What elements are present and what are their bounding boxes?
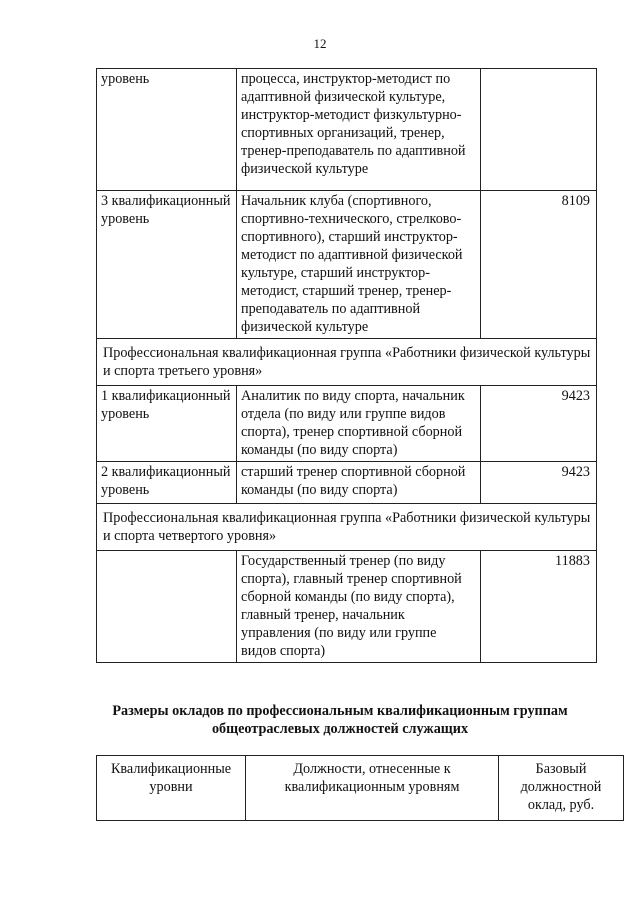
table-row — [97, 191, 597, 339]
base-salary: 9423 — [481, 462, 597, 504]
base-salary — [481, 69, 597, 191]
table-row — [97, 386, 597, 462]
positions-list: Государственный тренер (по виду спорта), главный тренер спортивной сборной команды (по виду спорта), главный тренер, начальник управления (по виду или группе видов спорта) — [237, 551, 481, 663]
salary-table-continued — [96, 68, 597, 663]
group-title: Профессиональная квалификационная группа «Работники физической культуры и спорта третьего уровня» — [97, 339, 597, 386]
positions-list: Аналитик по виду спорта, начальник отдела (по виду или группе видов спорта), тренер спортивной сборной команды (по виду спорта) — [237, 386, 481, 462]
page-number: 12 — [313, 36, 327, 51]
group-row — [97, 504, 597, 551]
base-salary: 11883 — [481, 551, 597, 663]
table-row — [97, 69, 597, 191]
positions-list: Начальник клуба (спортивного, спортивно-технического, стрелково- спортивного), старший инструктор- методист по адаптивной физической культуре, старший инструктор- методист, старший тренер, тренер- преподаватель по адаптивной физической культуре — [237, 191, 481, 339]
table-row — [97, 462, 597, 504]
table-header-row — [97, 756, 624, 821]
qualification-level: 3 квалификационный уровень — [97, 191, 237, 339]
header-positions: Должности, отнесенные к квалификационным уровням — [246, 756, 499, 821]
qualification-level — [97, 551, 237, 663]
base-salary: 9423 — [481, 386, 597, 462]
header-salary: Базовый должностной оклад, руб. — [499, 756, 624, 821]
base-salary: 8109 — [481, 191, 597, 339]
qualification-level: уровень — [97, 69, 237, 191]
qualification-level: 2 квалификационный уровень — [97, 462, 237, 504]
group-title: Профессиональная квалификационная группа «Работники физической культуры и спорта четвертого уровня» — [97, 504, 597, 551]
group-row — [97, 339, 597, 386]
positions-list: старший тренер спортивной сборной команды (по виду спорта) — [237, 462, 481, 504]
header-level: Квалификационные уровни — [97, 756, 246, 821]
positions-list: процесса, инструктор-методист по адаптивной физической культуре, инструктор-методист физкультурно- спортивных организаций, тренер, тренер-преподаватель по адаптивной физической культуре — [237, 69, 481, 191]
salary-table-header — [96, 755, 624, 821]
table-row — [97, 551, 597, 663]
section-title: Размеры окладов по профессиональным квалификационным группам общеотраслевых должностей служащих — [112, 703, 568, 737]
qualification-level: 1 квалификационный уровень — [97, 386, 237, 462]
